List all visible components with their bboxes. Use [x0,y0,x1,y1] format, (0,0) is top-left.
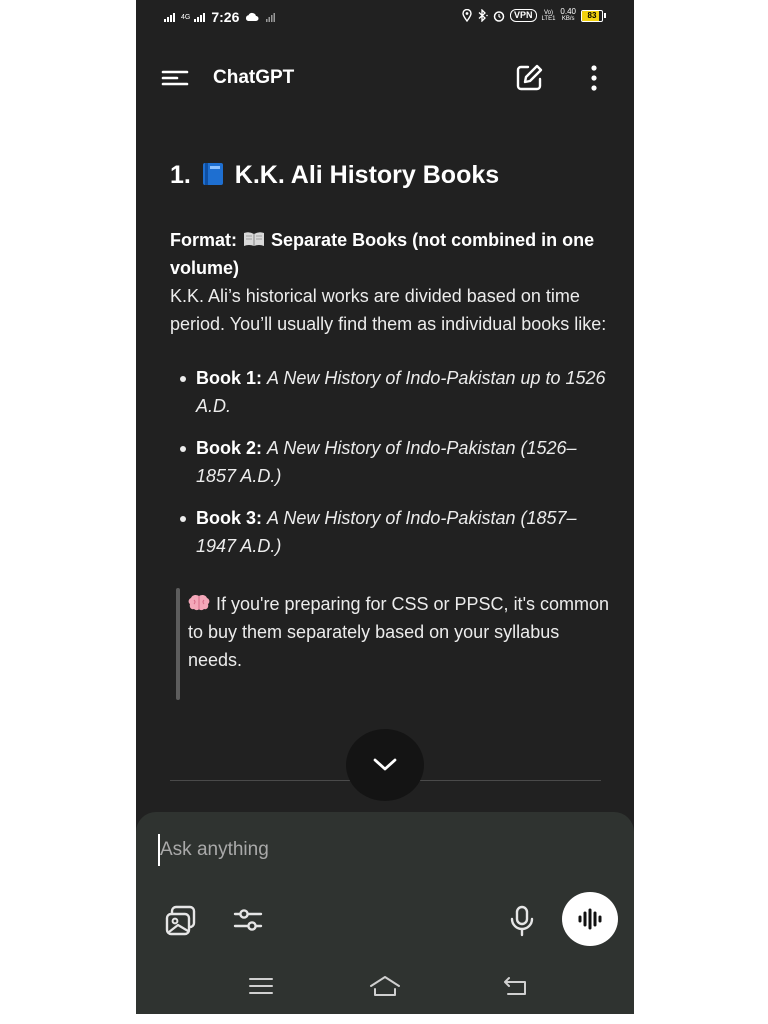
speed-value: 0.40 [560,7,576,16]
battery-level: 83 [587,10,597,20]
blue-book-icon [202,162,224,186]
heading-text: K.K. Ali History Books [234,161,500,189]
book-title: A New History of Indo-Pakistan (1857–1947 A.D.) [196,508,577,556]
image-attach-icon [164,904,198,938]
wifi-signal-icon [265,12,275,22]
hamburger-icon [160,66,190,90]
book-label: Book 1: [196,368,263,388]
network-type: 4G [181,13,191,21]
new-chat-button[interactable] [514,63,544,93]
brain-icon [188,594,210,612]
assistant-message [170,150,610,674]
phone-screen [136,0,634,1014]
more-vertical-icon [584,64,604,92]
battery-body [581,10,603,22]
book-title: A New History of Indo-Pakistan up to 1526 A.D. [196,368,606,416]
app-title: ChatGPT [213,67,295,88]
recents-icon [246,972,276,1000]
alarm-icon [493,10,505,22]
list-item [170,504,610,560]
list-item [170,364,610,420]
book-title: A New History of Indo-Pakistan (1526–1857 A.D.) [196,438,577,486]
section-heading [170,150,610,200]
microphone-icon [509,904,535,938]
volte-indicator [542,10,556,22]
voice-mode-button[interactable] [562,892,618,946]
bluetooth-icon [477,9,488,22]
network-speed [560,9,576,22]
battery-tip [604,13,606,18]
new-chat-icon [514,63,544,93]
format-line [170,226,610,282]
status-bar [136,0,634,36]
book-label: Book 2: [196,438,263,458]
tip-text: If you're preparing for CSS or PPSC, it's common to buy them separately based on your syllabus needs. [188,594,610,670]
open-book-icon [243,231,265,247]
waveform-icon [577,908,603,930]
tools-button[interactable] [232,904,264,936]
nav-recents-button[interactable] [246,972,276,1000]
system-nav-bar [136,960,634,1014]
vpn-badge: VPN [510,9,537,22]
heading-number: 1. [170,161,191,189]
signal-strength-2-icon [194,12,205,22]
sliders-icon [232,904,264,936]
attach-image-button[interactable] [164,904,198,938]
scroll-to-bottom-button[interactable] [346,729,424,801]
chevron-down-icon [372,757,398,773]
book-label: Book 3: [196,508,263,528]
blockquote-bar [176,588,180,700]
lte-label: LTE1 [541,15,556,22]
signal-strength-icon [164,12,175,22]
more-options-button[interactable] [584,64,604,92]
format-label: Format: [170,230,237,250]
format-value: Separate Books (not combined in one volume) [170,230,595,278]
nav-back-button[interactable] [500,972,530,1000]
home-icon [368,972,402,1000]
list-item [170,434,610,490]
battery-icon [581,10,606,22]
book-list [170,364,610,560]
back-icon [500,972,530,1000]
nav-home-button[interactable] [368,972,402,1000]
speed-unit: KB/s [561,16,575,22]
status-left [164,9,275,25]
location-icon [462,9,472,22]
message-input[interactable] [158,834,602,866]
status-time: 7:26 [211,9,240,25]
status-right [462,9,606,22]
volte-label: Vo) [543,9,553,16]
tip-blockquote [170,590,610,674]
cloud-icon [245,12,259,22]
dictate-button[interactable] [509,904,535,938]
app-bar [136,56,634,100]
intro-paragraph: K.K. Ali’s historical works are divided based on time period. You’ll usually find them as individual books like: [170,286,607,334]
menu-button[interactable] [160,66,190,90]
